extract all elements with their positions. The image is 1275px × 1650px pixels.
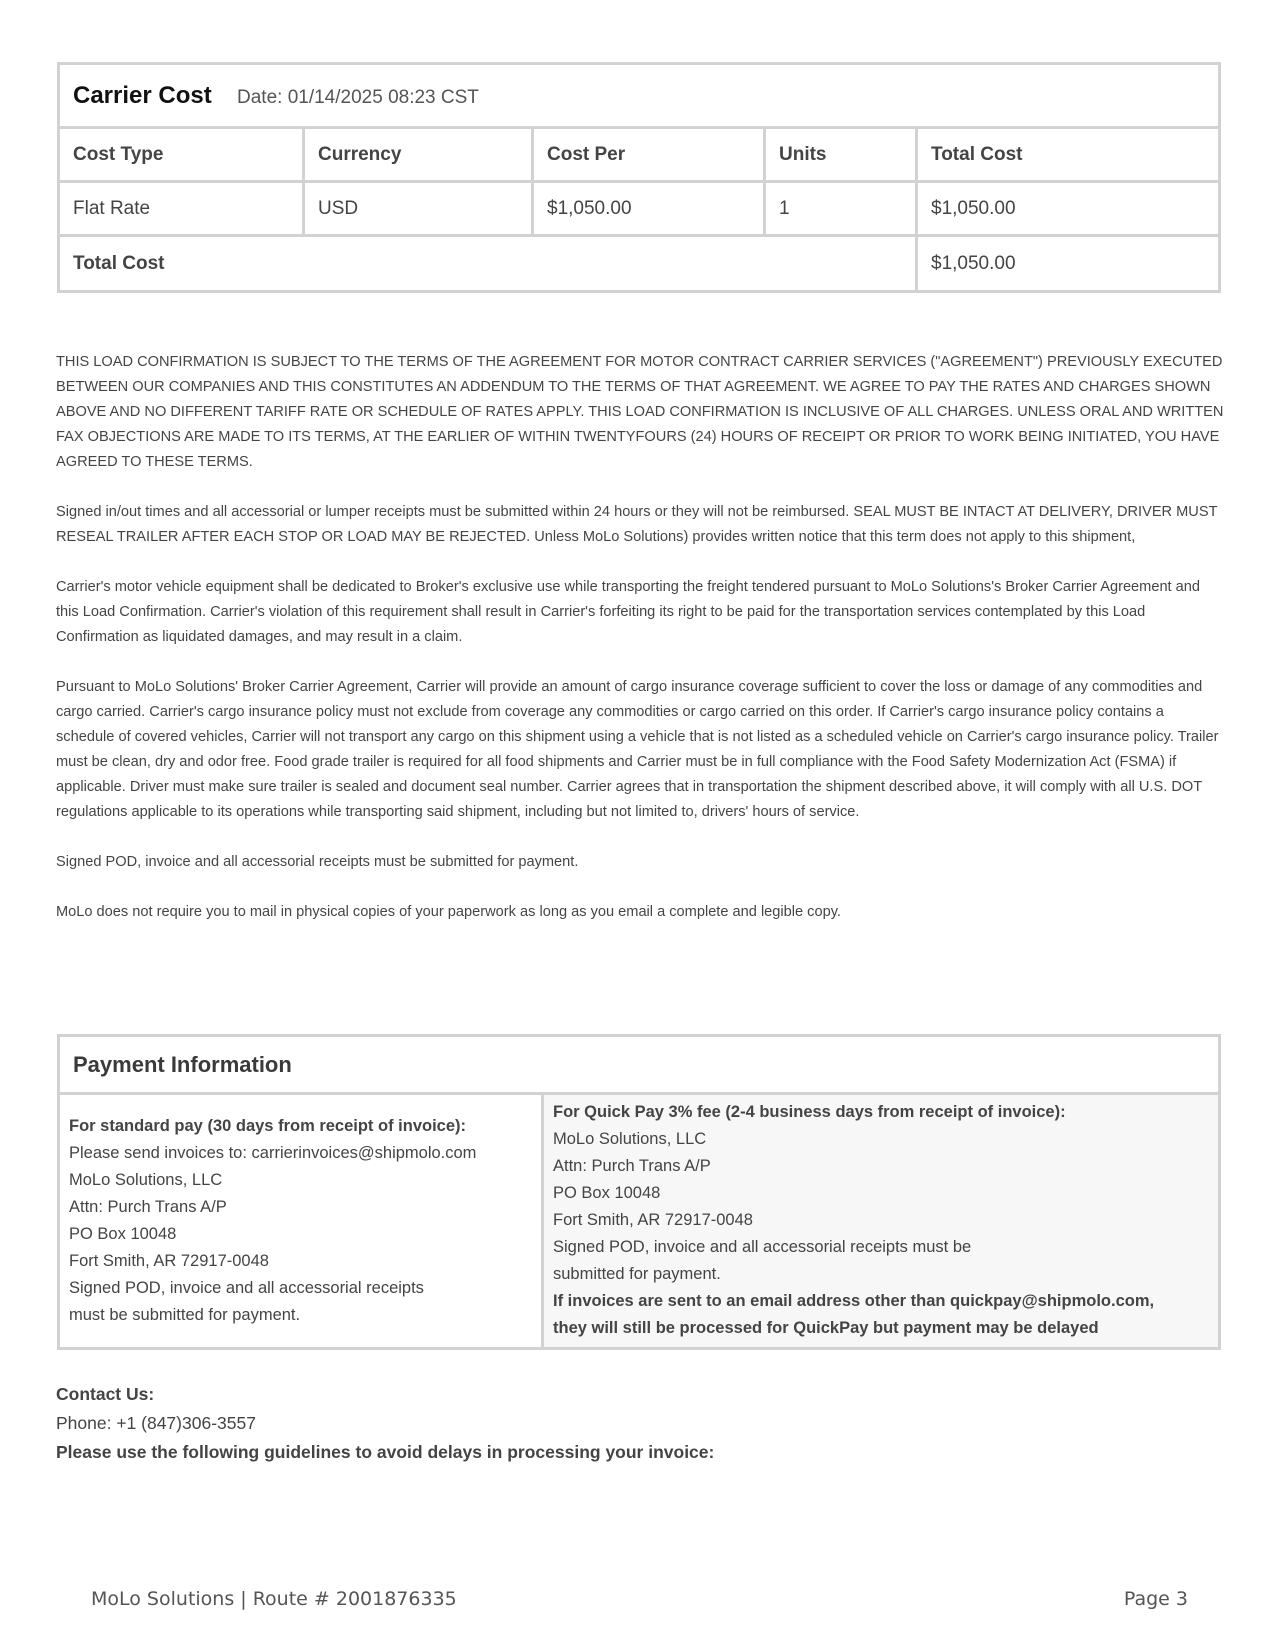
table-cell: $1,050.00	[917, 182, 1220, 236]
column-header: Currency	[304, 128, 533, 182]
column-header: Cost Per	[533, 128, 765, 182]
total-row	[59, 236, 1220, 292]
carrier-cost-table	[57, 62, 1221, 293]
total-cost-value: $1,050.00	[917, 236, 1220, 292]
standard-pay-line: Attn: Purch Trans A/P	[69, 1198, 227, 1216]
standard-pay-line: Please send invoices to: carrierinvoices@shipmolo.com	[69, 1144, 477, 1162]
table-header-row	[59, 128, 1220, 182]
total-cost-label: Total Cost	[59, 236, 917, 292]
carrier-cost-date: Date: 01/14/2025 08:23 CST	[237, 86, 479, 108]
terms-paragraph: MoLo does not require you to mail in physical copies of your paperwork as long as you email a complete and legible copy.	[56, 904, 841, 920]
quickpay-line: Attn: Purch Trans A/P	[553, 1157, 711, 1175]
terms-paragraph: THIS LOAD CONFIRMATION IS SUBJECT TO THE TERMS OF THE AGREEMENT FOR MOTOR CONTRACT CARRIER SERVICES ("AGREEMENT") PREVIOUSLY EXECUTED BETWEEN OUR COMPANIES AND THIS CONSTITUTES AN ADDENDUM TO THE TERMS OF THAT AGREEMENT. WE AGREE TO PAY THE RATES AND CHARGES SHOWN ABOVE AND NO DIFFERENT TARIFF RATE OR SCHEDULE OF RATES APPLY. THIS LOAD CONFIRMATION IS INCLUSIVE OF ALL CHARGES. UNLESS ORAL AND WRITTEN FAX OBJECTIONS ARE MADE TO ITS TERMS, AT THE EARLIER OF WITHIN TWENTYFOURS (24) HOURS OF RECEIPT OR PRIOR TO WORK BEING INITIATED, YOU HAVE AGREED TO THESE TERMS.	[56, 354, 1224, 470]
terms-paragraph: Pursuant to MoLo Solutions' Broker Carrier Agreement, Carrier will provide an amount of cargo insurance coverage sufficient to cover the loss or damage of any commodities and cargo carried. Carrier's cargo insurance policy must not exclude from coverage any commodities or cargo carried on this order. If Carrier's cargo insurance policy contains a schedule of covered vehicles, Carrier will not transport any cargo on this shipment using a vehicle that is not listed as a scheduled vehicle on Carrier's cargo insurance policy. Trailer must be clean, dry and odor free. Food grade trailer is required for all food shipments and Carrier must be in full compliance with the Food Safety Modernization Act (FSMA) if applicable. Driver must make sure trailer is sealed and document seal number. Carrier agrees that in transportation the shipment described above, it will comply with all U.S. DOT regulations applicable to its operations while transporting said shipment, including but not limited to, drivers' hours of service.	[56, 679, 1219, 820]
quickpay-note: they will still be processed for QuickPay but payment may be delayed	[553, 1319, 1099, 1337]
quickpay-line: MoLo Solutions, LLC	[553, 1130, 707, 1148]
table-cell: Flat Rate	[59, 182, 304, 236]
payment-information-section	[57, 1034, 1221, 1350]
quickpay-note: If invoices are sent to an email address other than quickpay@shipmolo.com,	[553, 1292, 1155, 1310]
standard-pay-line: Fort Smith, AR 72917-0048	[69, 1252, 269, 1270]
terms-paragraph: Signed POD, invoice and all accessorial receipts must be submitted for payment.	[56, 854, 579, 870]
table-cell: USD	[304, 182, 533, 236]
standard-pay-heading: For standard pay (30 days from receipt of invoice):	[69, 1117, 467, 1135]
table-row	[59, 182, 1220, 236]
quickpay-column	[544, 1095, 1218, 1347]
standard-pay-line: PO Box 10048	[69, 1225, 177, 1243]
table-cell: 1	[765, 182, 917, 236]
quickpay-line: submitted for payment.	[553, 1265, 721, 1283]
column-header: Cost Type	[59, 128, 304, 182]
quickpay-line: Signed POD, invoice and all accessorial receipts must be	[553, 1238, 972, 1256]
terms-paragraph: Carrier's motor vehicle equipment shall be dedicated to Broker's exclusive use while transporting the freight tendered pursuant to MoLo Solutions's Broker Carrier Agreement and this Load Confirmation. Carrier's violation of this requirement shall result in Carrier's forfeiting its right to be paid for the transportation services contemplated by this Load Confirmation as liquidated damages, and may result in a claim.	[56, 579, 1201, 645]
footer-page-number: Page 3	[1123, 1588, 1188, 1610]
table-cell: $1,050.00	[533, 182, 765, 236]
contact-phone: Phone: +1 (847)306-3557	[56, 1413, 256, 1433]
invoice-guidelines-heading: Please use the following guidelines to avoid delays in processing your invoice:	[56, 1442, 715, 1462]
footer-route-label: MoLo Solutions | Route # 2001876335	[91, 1588, 457, 1610]
standard-pay-column	[60, 1095, 544, 1347]
standard-pay-line: MoLo Solutions, LLC	[69, 1171, 223, 1189]
payment-information-title: Payment Information	[60, 1037, 1218, 1095]
column-header: Total Cost	[917, 128, 1220, 182]
quickpay-line: Fort Smith, AR 72917-0048	[553, 1211, 753, 1229]
contact-heading: Contact Us:	[56, 1384, 155, 1404]
carrier-cost-header	[59, 64, 1220, 128]
contact-section	[56, 1380, 714, 1467]
terms-paragraph: Signed in/out times and all accessorial or lumper receipts must be submitted within 24 hours or they will not be reimbursed. SEAL MUST BE INTACT AT DELIVERY, DRIVER MUST RESEAL TRAILER AFTER EACH STOP OR LOAD MAY BE REJECTED. Unless MoLo Solutions) provides written notice that this term does not apply to this shipment,	[56, 504, 1218, 545]
column-header: Units	[765, 128, 917, 182]
standard-pay-line: Signed POD, invoice and all accessorial receipts	[69, 1279, 424, 1297]
terms-section	[56, 350, 1226, 950]
standard-pay-line: must be submitted for payment.	[69, 1306, 301, 1324]
quickpay-line: PO Box 10048	[553, 1184, 661, 1202]
quickpay-heading: For Quick Pay 3% fee (2-4 business days from receipt of invoice):	[553, 1103, 1066, 1121]
carrier-cost-title: Carrier Cost	[73, 81, 212, 109]
